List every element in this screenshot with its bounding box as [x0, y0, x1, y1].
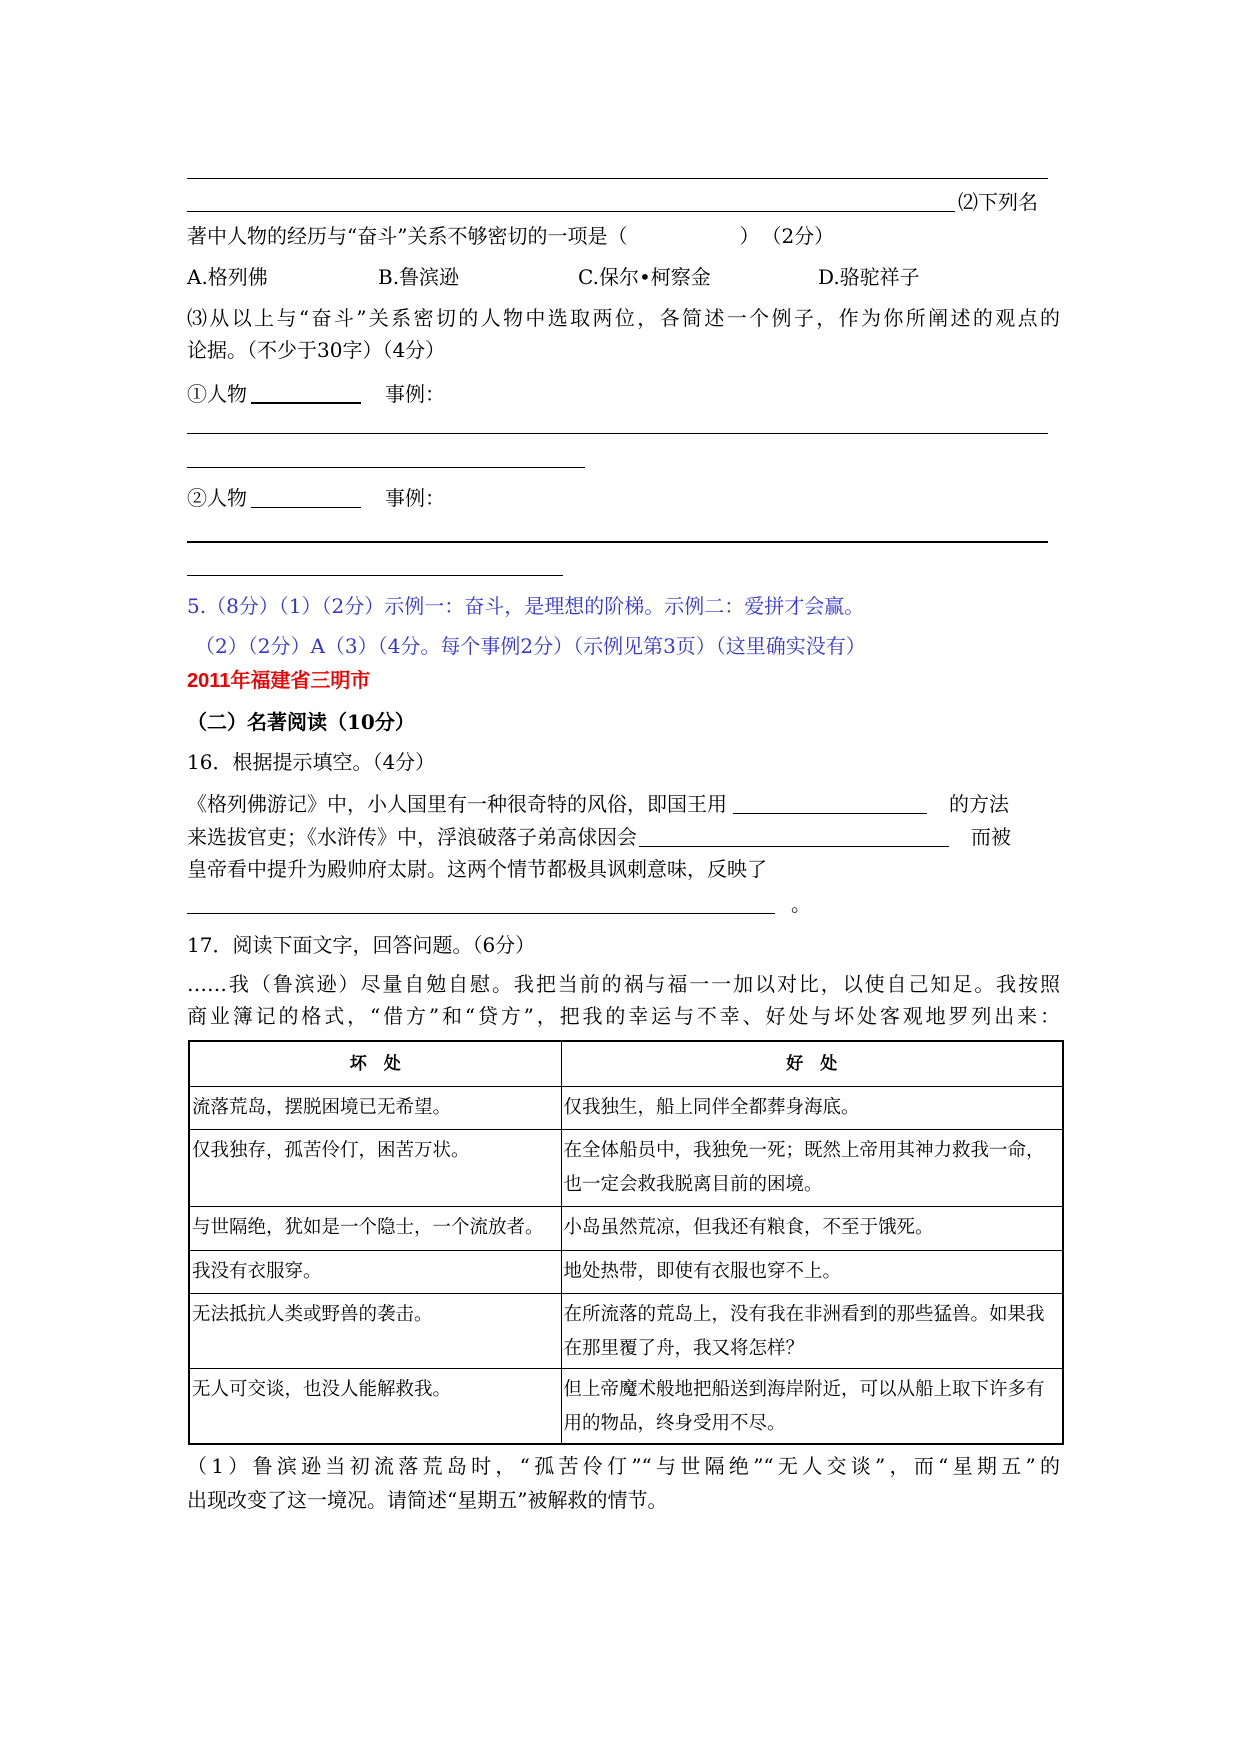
question-text: 来选拔官吏；《水浒传》中，浮浪破落子弟高俅因会 [187, 825, 637, 849]
question-17-title: 17．阅读下面文字，回答问题。（6分） [187, 933, 536, 957]
fill-blank [639, 826, 949, 847]
question-16-line-2 [187, 821, 1011, 853]
person-label: ①人物 [187, 382, 247, 406]
option-b: B.鲁滨逊 [378, 265, 460, 289]
question-text: ⑵下列名 [958, 190, 1038, 214]
question-16-title: 16．根据提示填空。（4分） [187, 750, 436, 774]
table-cell-bad: 无人可交谈，也没人能解救我。 [189, 1368, 561, 1444]
example-label: 事例： [385, 382, 445, 406]
table-cell-good: 地处热带，即使有衣服也穿不上。 [561, 1250, 1063, 1293]
option-a: A.格列佛 [187, 265, 268, 289]
person-name-blank [251, 487, 361, 508]
option-c: C.保尔•柯察金 [578, 265, 711, 289]
table-cell-bad: 我没有衣服穿。 [189, 1250, 561, 1293]
sub-question-1-line-2: 出现改变了这一境况。请简述“星期五”被解救的情节。 [187, 1488, 668, 1512]
section-title: （二）名著阅读（10分） [187, 710, 415, 734]
table-row [189, 1250, 1063, 1293]
table-row [189, 1086, 1063, 1129]
answer-line [187, 433, 1048, 434]
passage-line-2: 商业簿记的格式，“借方”和“贷方”，把我的幸运与不幸、好处与坏处客观地罗列出来： [187, 1004, 1060, 1028]
table-cell-bad: 无法抵抗人类或野兽的袭击。 [189, 1293, 561, 1368]
question-3-line-1: ⑶从以上与“奋斗”关系密切的人物中选取两位，各简述一个例子，作为你所阐述的观点的 [187, 306, 1060, 330]
paren-close: ） [739, 224, 760, 248]
answer-line [187, 575, 563, 576]
question-16-line-3: 皇帝看中提升为殿帅府太尉。这两个情节都极具讽刺意味，反映了 [187, 857, 767, 881]
answer-blank [187, 191, 955, 212]
table-cell-bad: 流落荒岛，摆脱困境已无希望。 [189, 1086, 561, 1129]
options-row [187, 261, 1060, 293]
answer-line [187, 178, 1048, 179]
person-1-row [187, 378, 445, 410]
table-header-bad: 坏 处 [189, 1041, 561, 1086]
person-2-row [187, 482, 445, 514]
answer-key-line-2: （2）（2分）A（3）（4分。每个事例2分）（示例见第3页）（这里确实没有） [195, 634, 866, 658]
question-3-line-2: 论据。（不少于30字）（4分） [187, 338, 446, 362]
source-heading: 2011年福建省三明市 [187, 670, 371, 692]
fill-blank [733, 793, 927, 814]
table-row [189, 1368, 1063, 1444]
question-text: 的方法 [949, 792, 1009, 816]
table-cell-good: 在全体船员中，我独免一死；既然上帝用其神力救我一命，也一定会救我脱离目前的困境。 [561, 1129, 1063, 1206]
option-d: D.骆驼祥子 [818, 265, 920, 289]
answer-line [187, 541, 1048, 543]
question-16-line-1 [187, 788, 1009, 820]
question-2-stem [187, 220, 834, 252]
fill-blank [187, 893, 775, 914]
question-text: 著中人物的经历与“奋斗”关系不够密切的一项是（ [187, 224, 628, 248]
table-header-row [189, 1041, 1063, 1086]
answer-line-with-tail [187, 186, 1038, 218]
question-text: 而被 [971, 825, 1011, 849]
example-label: 事例： [385, 486, 445, 510]
question-16-line-4 [187, 888, 811, 920]
answer-line [187, 467, 585, 468]
table-row [189, 1206, 1063, 1250]
answer-key-line-1: 5.（8分）（1）（2分）示例一：奋斗，是理想的阶梯。示例二：爱拼才会赢。 [187, 594, 865, 618]
pros-cons-table [188, 1040, 1064, 1445]
table-row [189, 1293, 1063, 1368]
person-name-blank [251, 382, 361, 404]
table-cell-bad: 与世隔绝，犹如是一个隐士，一个流放者。 [189, 1206, 561, 1250]
table-cell-bad: 仅我独存，孤苦伶仃，困苦万状。 [189, 1129, 561, 1206]
sub-question-1-line-1: （1）鲁滨逊当初流落荒岛时，“孤苦伶仃”“与世隔绝”“无人交谈”，而“星期五”的 [187, 1454, 1060, 1478]
table-header-good: 好 处 [561, 1041, 1063, 1086]
period-mark: 。 [791, 892, 811, 916]
table-row [189, 1129, 1063, 1206]
table-cell-good: 仅我独生，船上同伴全都葬身海底。 [561, 1086, 1063, 1129]
person-label: ②人物 [187, 486, 247, 510]
table-cell-good: 在所流落的荒岛上，没有我在非洲看到的那些猛兽。如果我在那里覆了舟，我又将怎样？ [561, 1293, 1063, 1368]
passage-line-1: ……我（鲁滨逊）尽量自勉自慰。我把当前的祸与福一一加以对比，以使自己知足。我按照 [187, 972, 1060, 996]
question-text: 《格列佛游记》中，小人国里有一种很奇特的风俗，即国王用 [187, 792, 727, 816]
table-cell-good: 小岛虽然荒凉，但我还有粮食，不至于饿死。 [561, 1206, 1063, 1250]
points-label: （2分） [771, 224, 835, 248]
table-cell-good: 但上帝魔术般地把船送到海岸附近，可以从船上取下许多有用的物品，终身受用不尽。 [561, 1368, 1063, 1444]
